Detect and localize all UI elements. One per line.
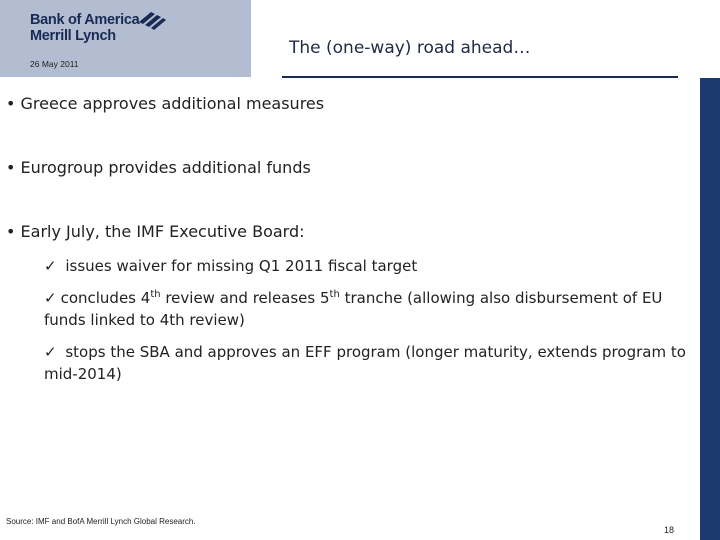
superscript: th — [150, 289, 161, 300]
sub-item-text: concludes 4 — [60, 289, 151, 307]
bullet-text: Greece approves additional measures — [20, 94, 325, 113]
sub-item — [44, 341, 694, 385]
sub-item-text: tranche (allowing also disbursement of EU funds linked to 4th review) — [44, 289, 663, 329]
bullet-item — [6, 222, 305, 241]
flag-logo-icon — [137, 8, 167, 30]
presentation-date: 26 May 2011 — [30, 59, 79, 69]
bullet-marker: • — [6, 158, 16, 177]
sub-item — [44, 287, 694, 331]
bullet-marker: • — [6, 222, 16, 241]
header-logo-panel — [0, 0, 251, 77]
bullet-text: Early July, the IMF Executive Board: — [20, 222, 305, 241]
sub-item-text: issues waiver for missing Q1 2011 fiscal target — [65, 257, 418, 275]
logo-line-1: Bank of America — [30, 12, 140, 28]
bank-logo-wordmark — [30, 12, 139, 44]
right-accent-bar — [700, 78, 720, 540]
sub-item — [44, 255, 694, 277]
sub-item-text: review and releases 5 — [160, 289, 330, 307]
bullet-item — [6, 158, 311, 177]
logo-line-2: Merrill Lynch — [30, 28, 116, 44]
sub-item-text: stops the SBA and approves an EFF program (longer maturity, extends program to mid-2014) — [44, 343, 686, 383]
source-footnote: Source: IMF and BofA Merrill Lynch Global Research. — [6, 517, 196, 526]
superscript: th — [329, 289, 340, 300]
bullet-item — [6, 94, 324, 113]
checkmark-icon: ✓ — [44, 257, 57, 275]
checkmark-icon: ✓ — [44, 289, 57, 307]
checkmark-icon: ✓ — [44, 343, 57, 361]
title-underline — [282, 76, 678, 78]
bullet-marker: • — [6, 94, 16, 113]
page-number: 18 — [664, 525, 675, 535]
bullet-text: Eurogroup provides additional funds — [20, 158, 311, 177]
slide-title: The (one-way) road ahead… — [289, 38, 531, 58]
